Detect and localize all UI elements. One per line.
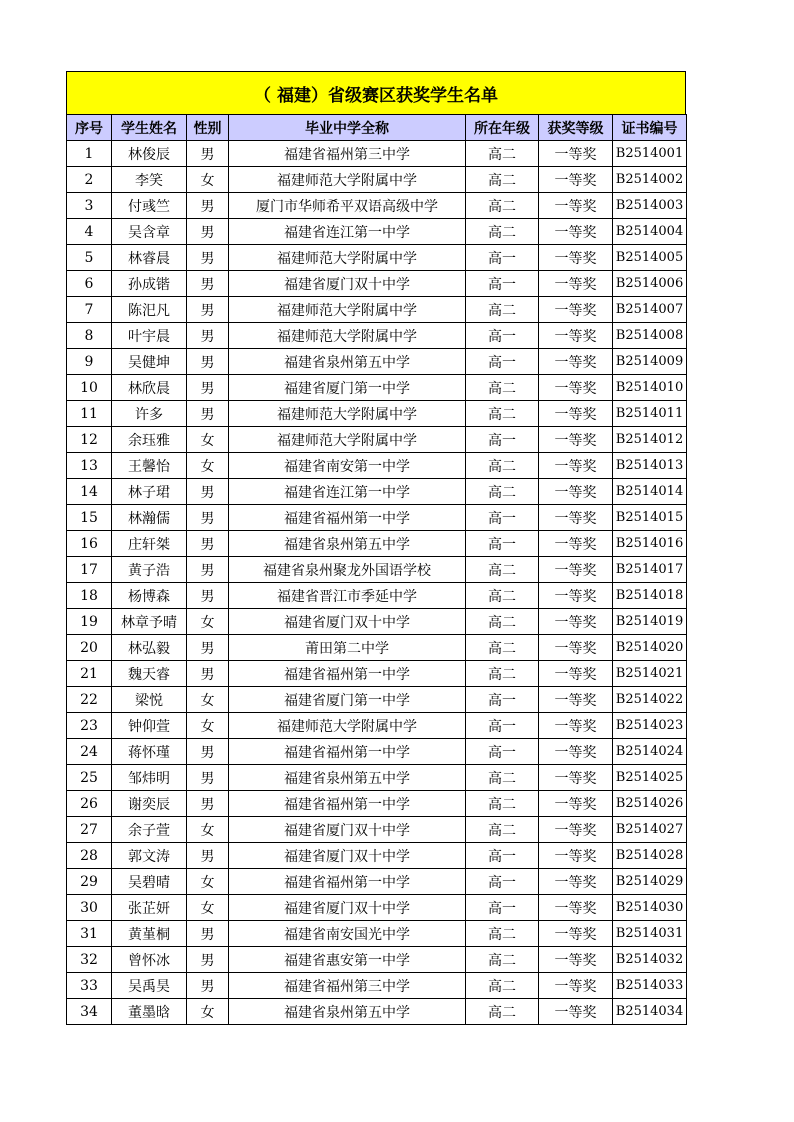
cell-student-name: 郭文涛 <box>112 843 187 869</box>
cell-index: 21 <box>67 661 112 687</box>
cell-certificate-no: B2514033 <box>613 973 687 999</box>
cell-certificate-no: B2514009 <box>613 349 687 375</box>
cell-gender: 男 <box>187 947 229 973</box>
cell-grade: 高二 <box>466 817 539 843</box>
cell-gender: 男 <box>187 765 229 791</box>
cell-grade: 高一 <box>466 531 539 557</box>
cell-school: 福建省福州第一中学 <box>229 505 466 531</box>
cell-award-level: 一等奖 <box>539 193 613 219</box>
cell-school: 福建省福州第一中学 <box>229 739 466 765</box>
table-row <box>67 219 687 245</box>
cell-award-level: 一等奖 <box>539 323 613 349</box>
cell-grade: 高二 <box>466 791 539 817</box>
cell-award-level: 一等奖 <box>539 687 613 713</box>
cell-school: 福建师范大学附属中学 <box>229 245 466 271</box>
cell-school: 福建省南安国光中学 <box>229 921 466 947</box>
cell-grade: 高二 <box>466 557 539 583</box>
cell-gender: 女 <box>187 453 229 479</box>
table-row <box>67 557 687 583</box>
cell-certificate-no: B2514032 <box>613 947 687 973</box>
cell-certificate-no: B2514004 <box>613 219 687 245</box>
cell-award-level: 一等奖 <box>539 219 613 245</box>
cell-gender: 女 <box>187 895 229 921</box>
cell-index: 9 <box>67 349 112 375</box>
cell-award-level: 一等奖 <box>539 479 613 505</box>
cell-award-level: 一等奖 <box>539 453 613 479</box>
cell-school: 福建省福州第一中学 <box>229 869 466 895</box>
header-student-name: 学生姓名 <box>112 115 187 141</box>
cell-index: 1 <box>67 141 112 167</box>
header-certificate-no: 证书编号 <box>613 115 687 141</box>
cell-school: 福建省厦门双十中学 <box>229 817 466 843</box>
cell-student-name: 孙成锴 <box>112 271 187 297</box>
cell-certificate-no: B2514014 <box>613 479 687 505</box>
table-row <box>67 323 687 349</box>
table-row <box>67 921 687 947</box>
cell-index: 31 <box>67 921 112 947</box>
cell-grade: 高一 <box>466 843 539 869</box>
cell-student-name: 黄子浩 <box>112 557 187 583</box>
table-row <box>67 271 687 297</box>
cell-gender: 男 <box>187 141 229 167</box>
cell-index: 15 <box>67 505 112 531</box>
cell-student-name: 杨博森 <box>112 583 187 609</box>
cell-gender: 男 <box>187 661 229 687</box>
cell-index: 33 <box>67 973 112 999</box>
cell-student-name: 董墨晗 <box>112 999 187 1025</box>
cell-school: 福建师范大学附属中学 <box>229 427 466 453</box>
cell-grade: 高一 <box>466 349 539 375</box>
cell-student-name: 余子萱 <box>112 817 187 843</box>
table-row <box>67 193 687 219</box>
cell-grade: 高一 <box>466 323 539 349</box>
cell-index: 13 <box>67 453 112 479</box>
cell-school: 福建省厦门双十中学 <box>229 895 466 921</box>
cell-grade: 高一 <box>466 713 539 739</box>
cell-grade: 高二 <box>466 999 539 1025</box>
cell-index: 4 <box>67 219 112 245</box>
cell-school: 福建省惠安第一中学 <box>229 947 466 973</box>
cell-school: 福建省福州第一中学 <box>229 791 466 817</box>
cell-certificate-no: B2514018 <box>613 583 687 609</box>
cell-award-level: 一等奖 <box>539 999 613 1025</box>
header-gender: 性别 <box>187 115 229 141</box>
cell-student-name: 林子珺 <box>112 479 187 505</box>
cell-index: 24 <box>67 739 112 765</box>
cell-award-level: 一等奖 <box>539 349 613 375</box>
sheet-title: （ 福建）省级赛区获奖学生名单 <box>66 71 686 114</box>
cell-school: 福建省厦门双十中学 <box>229 843 466 869</box>
table-row <box>67 973 687 999</box>
cell-student-name: 林瀚儒 <box>112 505 187 531</box>
cell-school: 福建省泉州聚龙外国语学校 <box>229 557 466 583</box>
cell-award-level: 一等奖 <box>539 869 613 895</box>
cell-gender: 男 <box>187 583 229 609</box>
cell-student-name: 许多 <box>112 401 187 427</box>
cell-grade: 高二 <box>466 609 539 635</box>
cell-award-level: 一等奖 <box>539 739 613 765</box>
cell-certificate-no: B2514030 <box>613 895 687 921</box>
cell-school: 福建师范大学附属中学 <box>229 297 466 323</box>
cell-student-name: 余珏雅 <box>112 427 187 453</box>
cell-gender: 男 <box>187 635 229 661</box>
cell-school: 福建省泉州第五中学 <box>229 999 466 1025</box>
cell-award-level: 一等奖 <box>539 141 613 167</box>
cell-certificate-no: B2514021 <box>613 661 687 687</box>
cell-grade: 高二 <box>466 297 539 323</box>
cell-index: 17 <box>67 557 112 583</box>
cell-school: 福建省福州第三中学 <box>229 973 466 999</box>
cell-student-name: 钟仰萱 <box>112 713 187 739</box>
table-row <box>67 791 687 817</box>
cell-student-name: 庄轩桀 <box>112 531 187 557</box>
cell-index: 5 <box>67 245 112 271</box>
cell-student-name: 曾怀冰 <box>112 947 187 973</box>
cell-grade: 高二 <box>466 141 539 167</box>
cell-grade: 高一 <box>466 739 539 765</box>
cell-index: 2 <box>67 167 112 193</box>
cell-gender: 男 <box>187 921 229 947</box>
cell-gender: 男 <box>187 323 229 349</box>
cell-student-name: 张芷妍 <box>112 895 187 921</box>
cell-index: 26 <box>67 791 112 817</box>
cell-student-name: 吴碧晴 <box>112 869 187 895</box>
cell-grade: 高二 <box>466 635 539 661</box>
cell-award-level: 一等奖 <box>539 271 613 297</box>
cell-certificate-no: B2514019 <box>613 609 687 635</box>
cell-award-level: 一等奖 <box>539 895 613 921</box>
header-grade: 所在年级 <box>466 115 539 141</box>
cell-index: 34 <box>67 999 112 1025</box>
table-row <box>67 609 687 635</box>
cell-certificate-no: B2514012 <box>613 427 687 453</box>
cell-student-name: 谢奕辰 <box>112 791 187 817</box>
cell-grade: 高二 <box>466 453 539 479</box>
cell-certificate-no: B2514027 <box>613 817 687 843</box>
cell-school: 福建省厦门第一中学 <box>229 375 466 401</box>
cell-award-level: 一等奖 <box>539 635 613 661</box>
table-row <box>67 375 687 401</box>
cell-certificate-no: B2514008 <box>613 323 687 349</box>
cell-award-level: 一等奖 <box>539 843 613 869</box>
cell-gender: 男 <box>187 739 229 765</box>
cell-index: 28 <box>67 843 112 869</box>
cell-gender: 男 <box>187 973 229 999</box>
cell-award-level: 一等奖 <box>539 531 613 557</box>
cell-certificate-no: B2514011 <box>613 401 687 427</box>
table-row <box>67 635 687 661</box>
cell-index: 14 <box>67 479 112 505</box>
cell-student-name: 陈汜凡 <box>112 297 187 323</box>
cell-school: 福建省泉州第五中学 <box>229 349 466 375</box>
cell-award-level: 一等奖 <box>539 505 613 531</box>
cell-school: 福建省厦门双十中学 <box>229 271 466 297</box>
table-row <box>67 349 687 375</box>
cell-school: 福建省连江第一中学 <box>229 479 466 505</box>
header-index: 序号 <box>67 115 112 141</box>
cell-student-name: 李笑 <box>112 167 187 193</box>
header-row <box>67 115 687 141</box>
cell-gender: 女 <box>187 427 229 453</box>
table-row <box>67 661 687 687</box>
cell-grade: 高二 <box>466 947 539 973</box>
cell-certificate-no: B2514028 <box>613 843 687 869</box>
cell-grade: 高二 <box>466 661 539 687</box>
cell-gender: 女 <box>187 869 229 895</box>
cell-award-level: 一等奖 <box>539 921 613 947</box>
cell-index: 30 <box>67 895 112 921</box>
table-row <box>67 245 687 271</box>
cell-grade: 高二 <box>466 583 539 609</box>
cell-student-name: 魏天睿 <box>112 661 187 687</box>
cell-certificate-no: B2514016 <box>613 531 687 557</box>
cell-certificate-no: B2514020 <box>613 635 687 661</box>
cell-award-level: 一等奖 <box>539 401 613 427</box>
cell-index: 32 <box>67 947 112 973</box>
cell-gender: 女 <box>187 687 229 713</box>
cell-index: 18 <box>67 583 112 609</box>
cell-school: 福建师范大学附属中学 <box>229 167 466 193</box>
cell-certificate-no: B2514017 <box>613 557 687 583</box>
cell-grade: 高一 <box>466 427 539 453</box>
cell-grade: 高一 <box>466 895 539 921</box>
cell-index: 27 <box>67 817 112 843</box>
table-row <box>67 687 687 713</box>
cell-student-name: 林章予晴 <box>112 609 187 635</box>
cell-student-name: 吴含章 <box>112 219 187 245</box>
cell-index: 6 <box>67 271 112 297</box>
table-row <box>67 817 687 843</box>
cell-school: 莆田第二中学 <box>229 635 466 661</box>
cell-gender: 男 <box>187 505 229 531</box>
table-row <box>67 505 687 531</box>
cell-certificate-no: B2514001 <box>613 141 687 167</box>
cell-grade: 高二 <box>466 921 539 947</box>
cell-certificate-no: B2514006 <box>613 271 687 297</box>
table-row <box>67 453 687 479</box>
cell-certificate-no: B2514023 <box>613 713 687 739</box>
cell-index: 12 <box>67 427 112 453</box>
award-list-sheet <box>66 71 686 1025</box>
cell-gender: 男 <box>187 843 229 869</box>
cell-student-name: 叶宇晨 <box>112 323 187 349</box>
cell-gender: 女 <box>187 817 229 843</box>
cell-student-name: 邹炜明 <box>112 765 187 791</box>
cell-school: 厦门市华师希平双语高级中学 <box>229 193 466 219</box>
cell-gender: 男 <box>187 297 229 323</box>
cell-award-level: 一等奖 <box>539 297 613 323</box>
cell-certificate-no: B2514013 <box>613 453 687 479</box>
table-row <box>67 713 687 739</box>
cell-student-name: 王馨怡 <box>112 453 187 479</box>
cell-certificate-no: B2514015 <box>613 505 687 531</box>
cell-student-name: 林欣晨 <box>112 375 187 401</box>
table-row <box>67 167 687 193</box>
cell-index: 16 <box>67 531 112 557</box>
cell-index: 19 <box>67 609 112 635</box>
table-row <box>67 999 687 1025</box>
cell-grade: 高二 <box>466 401 539 427</box>
cell-certificate-no: B2514034 <box>613 999 687 1025</box>
cell-award-level: 一等奖 <box>539 765 613 791</box>
cell-award-level: 一等奖 <box>539 375 613 401</box>
cell-gender: 男 <box>187 531 229 557</box>
table-row <box>67 297 687 323</box>
cell-student-name: 梁悦 <box>112 687 187 713</box>
cell-grade: 高二 <box>466 193 539 219</box>
cell-grade: 高一 <box>466 245 539 271</box>
cell-certificate-no: B2514002 <box>613 167 687 193</box>
cell-certificate-no: B2514029 <box>613 869 687 895</box>
cell-award-level: 一等奖 <box>539 947 613 973</box>
cell-certificate-no: B2514007 <box>613 297 687 323</box>
cell-grade: 高一 <box>466 271 539 297</box>
cell-award-level: 一等奖 <box>539 427 613 453</box>
cell-index: 22 <box>67 687 112 713</box>
cell-grade: 高一 <box>466 869 539 895</box>
cell-school: 福建省南安第一中学 <box>229 453 466 479</box>
cell-grade: 高二 <box>466 375 539 401</box>
cell-school: 福建省泉州第五中学 <box>229 765 466 791</box>
table-row <box>67 531 687 557</box>
cell-grade: 高一 <box>466 687 539 713</box>
table-row <box>67 843 687 869</box>
cell-award-level: 一等奖 <box>539 973 613 999</box>
table-row <box>67 869 687 895</box>
cell-student-name: 林俊辰 <box>112 141 187 167</box>
cell-student-name: 付彧竺 <box>112 193 187 219</box>
cell-school: 福建省福州第三中学 <box>229 141 466 167</box>
cell-gender: 男 <box>187 271 229 297</box>
table-row <box>67 401 687 427</box>
cell-certificate-no: B2514010 <box>613 375 687 401</box>
cell-school: 福建省福州第一中学 <box>229 661 466 687</box>
cell-index: 25 <box>67 765 112 791</box>
cell-gender: 女 <box>187 609 229 635</box>
table-row <box>67 765 687 791</box>
cell-index: 23 <box>67 713 112 739</box>
cell-index: 11 <box>67 401 112 427</box>
cell-grade: 高一 <box>466 505 539 531</box>
cell-student-name: 吴禹昊 <box>112 973 187 999</box>
cell-certificate-no: B2514022 <box>613 687 687 713</box>
table-row <box>67 583 687 609</box>
table-body <box>67 141 687 1025</box>
cell-student-name: 吴健坤 <box>112 349 187 375</box>
cell-school: 福建省连江第一中学 <box>229 219 466 245</box>
cell-award-level: 一等奖 <box>539 817 613 843</box>
cell-grade: 高二 <box>466 479 539 505</box>
cell-grade: 高二 <box>466 765 539 791</box>
cell-index: 7 <box>67 297 112 323</box>
cell-index: 8 <box>67 323 112 349</box>
cell-index: 20 <box>67 635 112 661</box>
cell-school: 福建省晋江市季延中学 <box>229 583 466 609</box>
cell-index: 3 <box>67 193 112 219</box>
table-row <box>67 141 687 167</box>
cell-gender: 男 <box>187 219 229 245</box>
cell-award-level: 一等奖 <box>539 661 613 687</box>
cell-gender: 男 <box>187 479 229 505</box>
cell-index: 10 <box>67 375 112 401</box>
cell-student-name: 林睿晨 <box>112 245 187 271</box>
cell-award-level: 一等奖 <box>539 557 613 583</box>
cell-school: 福建省厦门第一中学 <box>229 687 466 713</box>
table-row <box>67 479 687 505</box>
table-row <box>67 739 687 765</box>
cell-gender: 女 <box>187 713 229 739</box>
cell-index: 29 <box>67 869 112 895</box>
cell-certificate-no: B2514026 <box>613 791 687 817</box>
header-award-level: 获奖等级 <box>539 115 613 141</box>
cell-school: 福建省泉州第五中学 <box>229 531 466 557</box>
cell-grade: 高二 <box>466 219 539 245</box>
table-row <box>67 427 687 453</box>
cell-award-level: 一等奖 <box>539 167 613 193</box>
cell-award-level: 一等奖 <box>539 713 613 739</box>
cell-gender: 男 <box>187 245 229 271</box>
cell-certificate-no: B2514031 <box>613 921 687 947</box>
cell-gender: 男 <box>187 193 229 219</box>
cell-school: 福建师范大学附属中学 <box>229 713 466 739</box>
cell-award-level: 一等奖 <box>539 791 613 817</box>
cell-certificate-no: B2514024 <box>613 739 687 765</box>
cell-grade: 高二 <box>466 167 539 193</box>
cell-school: 福建师范大学附属中学 <box>229 323 466 349</box>
cell-certificate-no: B2514003 <box>613 193 687 219</box>
cell-award-level: 一等奖 <box>539 609 613 635</box>
award-table <box>66 114 687 1025</box>
cell-school: 福建师范大学附属中学 <box>229 401 466 427</box>
cell-gender: 男 <box>187 401 229 427</box>
table-row <box>67 947 687 973</box>
cell-student-name: 蒋怀瑾 <box>112 739 187 765</box>
cell-certificate-no: B2514005 <box>613 245 687 271</box>
cell-gender: 女 <box>187 999 229 1025</box>
cell-certificate-no: B2514025 <box>613 765 687 791</box>
cell-gender: 男 <box>187 349 229 375</box>
cell-award-level: 一等奖 <box>539 583 613 609</box>
cell-student-name: 林弘毅 <box>112 635 187 661</box>
table-row <box>67 895 687 921</box>
cell-school: 福建省厦门双十中学 <box>229 609 466 635</box>
cell-gender: 男 <box>187 375 229 401</box>
cell-gender: 男 <box>187 791 229 817</box>
cell-grade: 高二 <box>466 973 539 999</box>
cell-award-level: 一等奖 <box>539 245 613 271</box>
cell-student-name: 黄堇桐 <box>112 921 187 947</box>
header-school: 毕业中学全称 <box>229 115 466 141</box>
cell-gender: 男 <box>187 557 229 583</box>
cell-gender: 女 <box>187 167 229 193</box>
